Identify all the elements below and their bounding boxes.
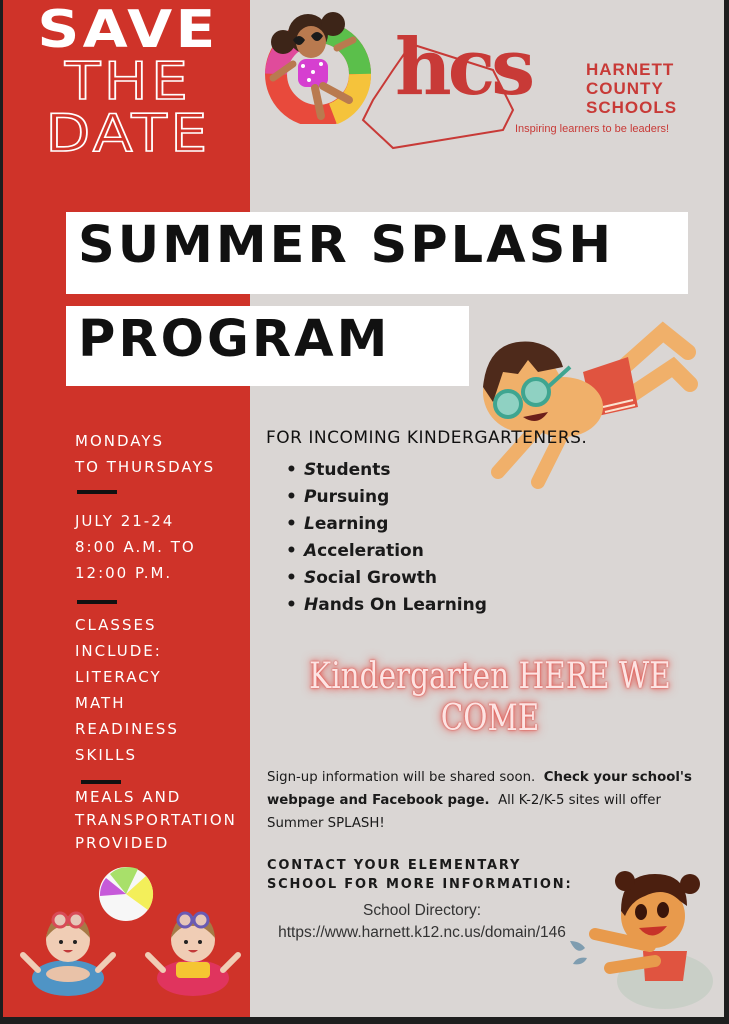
the-word: THE (64, 52, 192, 112)
dates-line: 8:00 A.M. TO (75, 538, 196, 556)
dates-line: JULY 21-24 (75, 512, 175, 530)
splash-acronym-list (286, 457, 487, 619)
extras-line: PROVIDED (75, 834, 170, 852)
classes-list (75, 612, 179, 768)
title-line2: PROGRAM (78, 310, 391, 369)
classes-line: SKILLS (75, 746, 138, 764)
extras-list (75, 786, 237, 855)
title-box-line2 (66, 306, 469, 386)
contact-heading (267, 856, 572, 894)
title-line1: SUMMER SPLASH (78, 216, 615, 275)
signup-text: Check your school's webpage and Facebook page. (267, 770, 692, 808)
classes-line: LITERACY (75, 668, 162, 686)
girl-splashing-illustration (565, 856, 715, 1011)
divider-bar (81, 780, 121, 784)
logo-monogram: hcs (395, 22, 532, 113)
save-word: SAVE (37, 0, 219, 60)
logo-name (586, 60, 677, 117)
list-item: • Hands On Learning (286, 592, 487, 619)
signup-text: All K-2/K-5 sites will offer Summer SPLASH! (267, 793, 661, 831)
title-box-line1 (66, 212, 688, 294)
signup-text: Sign-up information will be shared soon. (267, 770, 536, 785)
school-directory (257, 900, 587, 944)
classes-line: CLASSES (75, 616, 157, 634)
flyer-page (3, 0, 724, 1017)
schedule-dates (75, 508, 196, 586)
classes-line: INCLUDE: (75, 642, 162, 660)
kids-in-floats-illustration (18, 900, 243, 1005)
contact-line: SCHOOL FOR MORE INFORMATION: (267, 877, 573, 892)
signup-info (267, 766, 717, 835)
divider-bar (77, 600, 117, 604)
logo-name-line: SCHOOLS (586, 98, 678, 117)
logo-name-line: HARNETT (586, 60, 675, 79)
date-word: DATE (45, 104, 211, 164)
logo-name-line: COUNTY (586, 79, 664, 98)
list-item: • Pursuing (286, 484, 487, 511)
list-item: • Students (286, 457, 487, 484)
contact-line: CONTACT YOUR ELEMENTARY (267, 858, 522, 873)
dates-line: 12:00 P.M. (75, 564, 173, 582)
divider-bar (77, 490, 117, 494)
list-item: • Learning (286, 511, 487, 538)
diving-boy-illustration (468, 312, 698, 497)
directory-label: School Directory: (362, 902, 481, 919)
days-line: TO THURSDAYS (75, 458, 216, 476)
audience-heading: FOR INCOMING KINDERGARTENERS. (266, 428, 588, 448)
schedule-days (75, 428, 215, 480)
hcs-logo (353, 22, 713, 150)
directory-link[interactable]: https://www.harnett.k12.nc.us/domain/146 (278, 924, 566, 941)
classes-line: READINESS (75, 720, 179, 738)
extras-line: TRANSPORTATION (75, 811, 237, 829)
classes-line: MATH (75, 694, 126, 712)
kindergarten-headline: Kindergarten HERE WE COME (309, 656, 671, 739)
list-item: • Acceleration (286, 538, 487, 565)
logo-tagline: Inspiring learners to be leaders! (515, 123, 670, 135)
extras-line: MEALS AND (75, 788, 182, 806)
list-item: • Social Growth (286, 565, 487, 592)
days-line: MONDAYS (75, 432, 165, 450)
save-the-date-heading (3, 0, 257, 164)
